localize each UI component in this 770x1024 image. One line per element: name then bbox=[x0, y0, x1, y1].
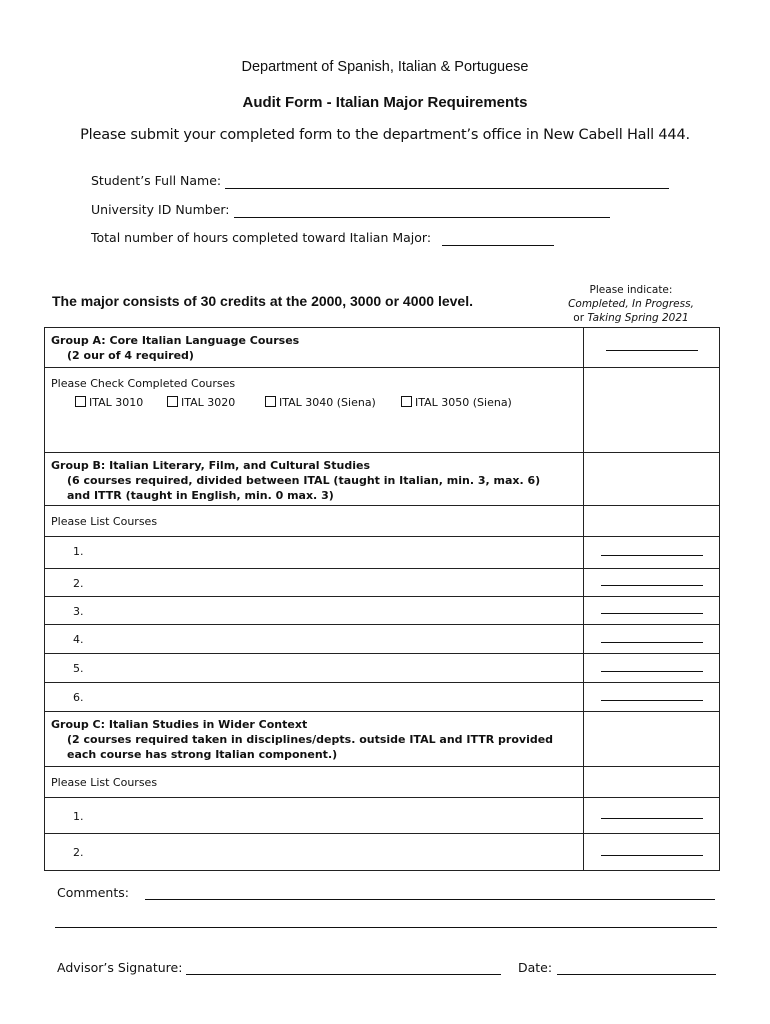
group-b-course-row-1 bbox=[45, 537, 720, 569]
advisor-signature-label: Advisor’s Signature: bbox=[57, 960, 183, 975]
course-ital-3010: ITAL 3010 bbox=[89, 396, 144, 409]
group-b-course-row-2 bbox=[45, 569, 720, 597]
course-ital-3050: ITAL 3050 (Siena) bbox=[415, 396, 512, 409]
group-b-course-3[interactable]: 3. bbox=[45, 597, 584, 625]
group-b-status-2[interactable] bbox=[584, 569, 720, 597]
course-ital-3040: ITAL 3040 (Siena) bbox=[279, 396, 376, 409]
hours-label: Total number of hours completed toward Italian Major: bbox=[91, 230, 432, 245]
group-a-course-checkboxes bbox=[45, 390, 583, 420]
indicate-line-3-italic: Taking Spring 2021 bbox=[587, 312, 689, 324]
group-b-course-row-4 bbox=[45, 625, 720, 654]
status-blank[interactable] bbox=[601, 555, 703, 556]
group-c-title: Group C: Italian Studies in Wider Context bbox=[51, 718, 308, 731]
group-c-list-label-row bbox=[45, 767, 720, 798]
checkbox-box-icon[interactable] bbox=[265, 396, 276, 407]
checkbox-ital-3040[interactable] bbox=[265, 396, 376, 409]
group-a-subtitle: (2 our of 4 required) bbox=[67, 349, 194, 362]
group-b-header-row bbox=[45, 453, 720, 506]
group-c-list-label: Please List Courses bbox=[45, 767, 584, 798]
group-b-course-row-6 bbox=[45, 683, 720, 712]
group-c-line-3: each course has strong Italian component.) bbox=[67, 748, 338, 761]
full-name-field[interactable] bbox=[225, 188, 669, 189]
group-c-course-2[interactable]: 2. bbox=[45, 834, 584, 871]
group-a-status-blank[interactable] bbox=[606, 350, 698, 351]
group-a-checks-cell bbox=[45, 368, 584, 453]
group-b-status-1[interactable] bbox=[584, 537, 720, 569]
date-field[interactable] bbox=[557, 974, 716, 975]
checkbox-box-icon[interactable] bbox=[167, 396, 178, 407]
hours-field[interactable] bbox=[442, 245, 554, 246]
department-heading: Department of Spanish, Italian & Portuguese bbox=[241, 59, 529, 75]
checkbox-box-icon[interactable] bbox=[401, 396, 412, 407]
group-b-status-3[interactable] bbox=[584, 597, 720, 625]
group-b-line-2: (6 courses required, divided between ITAL (taught in Italian, min. 3, max. 6) bbox=[67, 474, 541, 487]
comments-label: Comments: bbox=[57, 885, 129, 900]
status-blank[interactable] bbox=[601, 700, 703, 701]
group-b-course-row-3 bbox=[45, 597, 720, 625]
group-a-check-label: Please Check Completed Courses bbox=[51, 377, 236, 390]
group-b-status-5[interactable] bbox=[584, 654, 720, 683]
group-b-course-5[interactable]: 5. bbox=[45, 654, 584, 683]
student-id-label: University ID Number: bbox=[91, 202, 230, 217]
status-blank[interactable] bbox=[601, 855, 703, 856]
form-title: Audit Form - Italian Major Requirements bbox=[242, 94, 528, 111]
group-c-status-2[interactable] bbox=[584, 834, 720, 871]
advisor-signature-field[interactable] bbox=[186, 974, 501, 975]
group-b-course-row-5 bbox=[45, 654, 720, 683]
group-c-list-label-status-cell bbox=[584, 767, 720, 798]
group-b-course-2[interactable]: 2. bbox=[45, 569, 584, 597]
group-c-course-1[interactable]: 1. bbox=[45, 798, 584, 834]
group-b-list-label: Please List Courses bbox=[45, 506, 584, 537]
group-b-list-label-status-cell bbox=[584, 506, 720, 537]
group-b-course-6[interactable]: 6. bbox=[45, 683, 584, 712]
indicate-line-2: Completed, In Progress, bbox=[568, 298, 694, 310]
group-a-header bbox=[45, 328, 584, 368]
checkbox-box-icon[interactable] bbox=[75, 396, 86, 407]
group-c-course-row-2 bbox=[45, 834, 720, 871]
group-a-status-cell[interactable] bbox=[584, 328, 720, 368]
status-blank[interactable] bbox=[601, 585, 703, 586]
group-c-status-1[interactable] bbox=[584, 798, 720, 834]
group-c-course-row-1 bbox=[45, 798, 720, 834]
group-b-status-4[interactable] bbox=[584, 625, 720, 654]
group-a-title: Group A: Core Italian Language Courses bbox=[51, 334, 300, 347]
indicate-line-1: Please indicate: bbox=[589, 284, 673, 296]
comments-field-line-2[interactable] bbox=[55, 927, 717, 928]
full-name-label: Student’s Full Name: bbox=[91, 173, 222, 188]
checkbox-ital-3020[interactable] bbox=[167, 396, 235, 409]
group-b-course-4[interactable]: 4. bbox=[45, 625, 584, 654]
comments-field-line-1[interactable] bbox=[145, 899, 715, 900]
date-label: Date: bbox=[518, 960, 553, 975]
group-b-list-label-row bbox=[45, 506, 720, 537]
group-b-line-3: and ITTR (taught in English, min. 0 max. 3) bbox=[67, 489, 334, 502]
group-c-header-status-cell bbox=[584, 712, 720, 767]
indicate-line-3-prefix: or bbox=[573, 312, 588, 324]
status-column-header bbox=[555, 283, 707, 325]
major-credits-note: The major consists of 30 credits at the 2000, 3000 or 4000 level. bbox=[52, 293, 473, 309]
checkbox-ital-3050[interactable] bbox=[401, 396, 512, 409]
status-blank[interactable] bbox=[601, 671, 703, 672]
group-a-checks-row bbox=[45, 368, 720, 453]
group-b-title: Group B: Italian Literary, Film, and Cultural Studies bbox=[51, 459, 371, 472]
group-b-header-status-cell bbox=[584, 453, 720, 506]
student-id-field[interactable] bbox=[234, 217, 610, 218]
group-a-checks-status-cell bbox=[584, 368, 720, 453]
group-b-course-1[interactable]: 1. bbox=[45, 537, 584, 569]
status-blank[interactable] bbox=[601, 642, 703, 643]
status-blank[interactable] bbox=[601, 818, 703, 819]
course-ital-3020: ITAL 3020 bbox=[181, 396, 236, 409]
group-c-header bbox=[45, 712, 584, 767]
group-c-header-row bbox=[45, 712, 720, 767]
group-c-line-2: (2 courses required taken in disciplines/depts. outside ITAL and ITTR provided bbox=[67, 733, 554, 746]
checkbox-ital-3010[interactable] bbox=[75, 396, 143, 409]
requirements-table bbox=[44, 327, 720, 871]
status-blank[interactable] bbox=[601, 613, 703, 614]
group-b-status-6[interactable] bbox=[584, 683, 720, 712]
group-a-header-row bbox=[45, 328, 720, 368]
submission-instructions: Please submit your completed form to the department’s office in New Cabell Hall 444. bbox=[80, 127, 690, 143]
group-b-header bbox=[45, 453, 584, 506]
